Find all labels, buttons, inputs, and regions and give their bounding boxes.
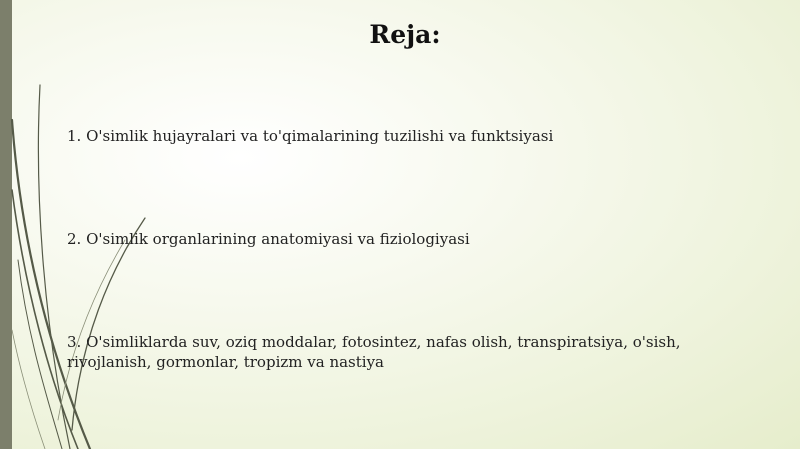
plan-item-3: 3. O'simliklarda suv, oziq moddalar, fotosintez, nafas olish, transpiratsiya, o'sish, rivojlanish, gormonlar, tropizm va nastiya bbox=[67, 333, 681, 371]
plan-item-1: 1. O'simlik hujayralari va to'qimalarining tuzilishi va funktsiyasi bbox=[67, 127, 554, 145]
plan-item-2: 2. O'simlik organlarining anatomiyasi va fiziologiyasi bbox=[67, 230, 470, 248]
slide-title: Reja: bbox=[369, 20, 441, 49]
